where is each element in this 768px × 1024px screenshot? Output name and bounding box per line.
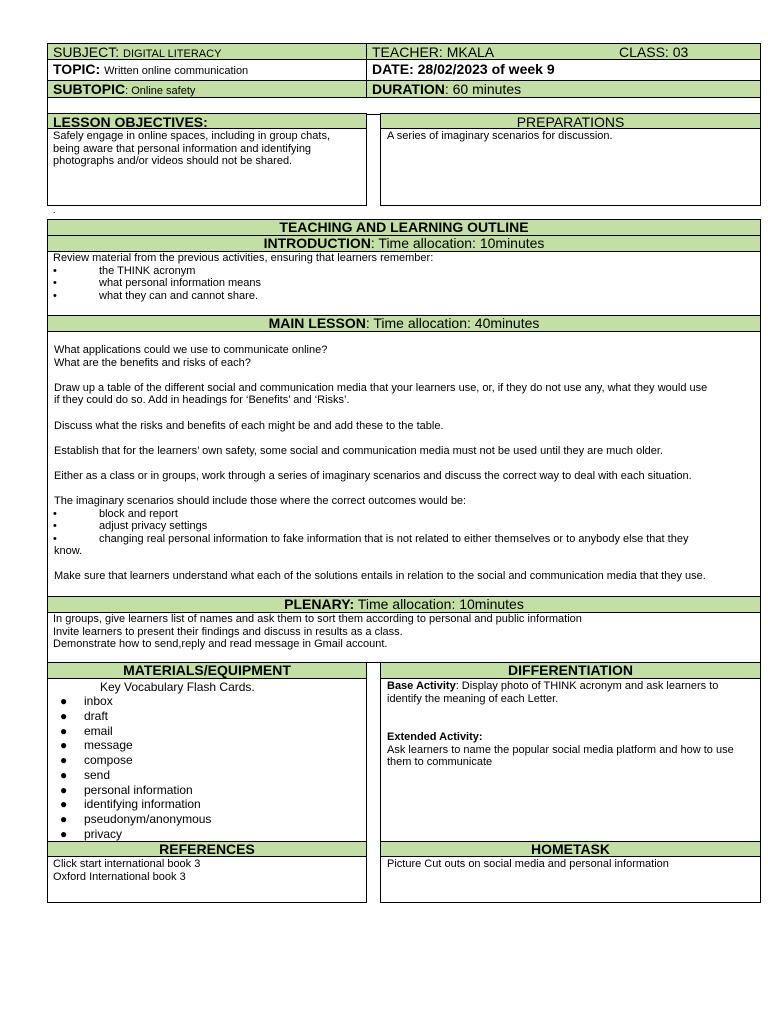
- main-bullet-text: block and report: [99, 508, 178, 520]
- topic-value: Written online communication: [104, 65, 249, 77]
- differentiation-base: [387, 680, 757, 705]
- class-label: CLASS:: [619, 44, 669, 60]
- references-text: [53, 858, 363, 883]
- extended-activity-text: Ask learners to name the popular social media platform and how to use: [387, 743, 734, 756]
- objectives-text: [53, 130, 363, 168]
- materials-item-text: identifying information: [84, 797, 201, 811]
- intro-bullet-text: what personal information means: [99, 277, 262, 289]
- duration-label: DURATION: [372, 81, 445, 97]
- subject-field: [53, 44, 221, 62]
- intro-label: INTRODUCTION: [263, 235, 371, 251]
- main-bullet-continuation: know.: [54, 545, 83, 557]
- materials-item-text: send: [84, 768, 111, 782]
- subtopic-label: SUBTOPIC: [53, 81, 126, 97]
- separator-dot: .: [53, 205, 56, 215]
- date-label: DATE:: [372, 61, 414, 77]
- main-bullet-text: adjust privacy settings: [99, 520, 208, 532]
- base-activity-text: : Display photo of THINK acronym and ask learners to: [455, 680, 719, 692]
- header-column-divider: [366, 43, 367, 98]
- extended-activity-text: them to communicate: [387, 756, 493, 768]
- preparations-title: PREPARATIONS: [516, 114, 625, 130]
- main-paragraph: Make sure that learners understand what each of the solutions entails in relation to the social and communication media that they use.: [54, 570, 706, 582]
- materials-list: [48, 694, 366, 842]
- topic-label: TOPIC:: [53, 61, 101, 77]
- subject-label: SUBJECT:: [53, 44, 120, 60]
- hometask-text: Picture Cut outs on social media and personal information: [387, 858, 669, 870]
- objectives-title: LESSON OBJECTIVES:: [53, 114, 208, 130]
- plenary-heading: [48, 597, 760, 612]
- plenary-alloc: Time allocation: 10minutes: [354, 596, 524, 612]
- materials-item: ● send: [60, 768, 111, 782]
- main-lesson-label: MAIN LESSON: [268, 315, 366, 331]
- duration-field: [372, 81, 521, 97]
- teacher-label: TEACHER:: [372, 44, 443, 60]
- outline-title: TEACHING AND LEARNING OUTLINE: [279, 219, 529, 235]
- materials-item-text: privacy: [84, 827, 123, 841]
- base-activity-text: identify the meaning of each Letter.: [387, 692, 559, 705]
- main-paragraph: if they could do so. Add in headings for ‘Benefits’ and ‘Risks’.: [54, 394, 350, 406]
- objectives-line: photographs and/or videos should not be shared.: [53, 155, 293, 167]
- materials-item-text: pseudonym/anonymous: [84, 812, 212, 826]
- materials-item: ● compose: [60, 753, 133, 767]
- extended-activity-label: Extended Activity:: [387, 731, 483, 743]
- materials-title: MATERIALS/EQUIPMENT: [123, 662, 291, 678]
- reference-line: Click start international book 3: [53, 858, 201, 870]
- intro-alloc: : Time allocation: 10minutes: [370, 235, 545, 251]
- main-lesson-content: What applications could we use to communicate online? What are the benefits and risks of each? Draw up a table of the different social and communication media that your learners use, or, if they do not use any, what they would use if they could do so. Add in headings for ‘Benefits’ and ‘Risks’. Discuss what the risks and benefits of each might be and add these to the table. Establish that for the learners’ own safety, some social and communication media must not be used until they are much older. Either as a class or in groups, work through a series of imaginary scenarios and discuss the correct way to deal with each situation. The imaginary scenarios should include those where the correct outcomes would be: • block and report • adjust privacy settings • changing real personal information to fake information that is not related to either themselves or to anybody else that they know. Make sure that learners understand what each of the solutions entails in relation to the social and communication media that they use.: [48, 332, 760, 594]
- class-value: 03: [672, 44, 689, 60]
- main-paragraph: Establish that for the learners’ own safety, some social and communication media must not be used until they are much older.: [54, 445, 663, 457]
- materials-item-text: inbox: [84, 694, 113, 708]
- materials-item: ● inbox: [60, 694, 113, 708]
- main-paragraph: Either as a class or in groups, work through a series of imaginary scenarios and discuss the correct way to deal with each situation.: [54, 470, 692, 482]
- teacher-field: [372, 44, 494, 60]
- date-field: [372, 61, 555, 77]
- subtopic-value: : Online safety: [125, 85, 196, 97]
- objectives-line: Safely engage in online spaces, including in group chats,: [53, 130, 331, 142]
- plenary-line: Demonstrate how to send,reply and read message in Gmail account.: [53, 638, 388, 650]
- references-title: REFERENCES: [159, 841, 255, 857]
- main-question: What are the benefits and risks of each?: [54, 357, 251, 369]
- objectives-line: being aware that personal information and identifying: [53, 142, 312, 155]
- topic-field: [53, 61, 248, 79]
- materials-subtitle: Key Vocabulary Flash Cards.: [100, 680, 255, 694]
- preparations-text: A series of imaginary scenarios for discussion.: [387, 130, 613, 142]
- differentiation-extended: [387, 731, 757, 769]
- plenary-label: PLENARY:: [284, 596, 355, 612]
- materials-item: ● privacy: [60, 827, 123, 841]
- main-lesson-heading: [48, 316, 760, 331]
- teacher-value: MKALA: [446, 44, 495, 60]
- intro-bullet-text: the THINK acronym: [99, 265, 196, 277]
- materials-item-text: message: [84, 738, 133, 752]
- plenary-line: Invite learners to present their findings and discuss in results as a class.: [53, 625, 403, 638]
- duration-value: : 60 minutes: [444, 81, 522, 97]
- main-paragraph: Draw up a table of the different social and communication media that your learners use, or, if they do not use any, what they would use: [54, 382, 708, 394]
- reference-line: Oxford International book 3: [53, 870, 186, 883]
- materials-item: ● message: [60, 738, 133, 752]
- hometask-title: HOMETASK: [530, 841, 611, 857]
- materials-item-text: draft: [84, 709, 109, 723]
- differentiation-title: DIFFERENTIATION: [508, 662, 633, 678]
- materials-item: ● email: [60, 724, 113, 738]
- class-field: [619, 44, 688, 60]
- date-value: 28/02/2023 of week 9: [417, 61, 555, 77]
- main-lesson-alloc: : Time allocation: 40minutes: [365, 315, 540, 331]
- main-bullet-text: changing real personal information to fake information that is not related to either themselves or to anybody else that they: [99, 533, 689, 545]
- intro-bullet-text: what they can and cannot share.: [99, 290, 258, 302]
- plenary-text: [53, 613, 753, 651]
- materials-item-text: email: [84, 724, 113, 738]
- intro-text: Review material from the previous activities, ensuring that learners remember:: [53, 252, 434, 264]
- subject-value: DIGITAL LITERACY: [123, 48, 222, 60]
- main-paragraph: Discuss what the risks and benefits of each might be and add these to the table.: [54, 420, 444, 432]
- base-activity-label: Base Activity: [387, 680, 456, 692]
- materials-item-text: compose: [84, 753, 133, 767]
- plenary-line: In groups, give learners list of names and ask them to sort them according to personal and public information: [53, 613, 582, 625]
- main-paragraph: The imaginary scenarios should include those where the correct outcomes would be:: [54, 495, 467, 507]
- materials-item: ● draft: [60, 709, 109, 723]
- subtopic-field: [53, 81, 195, 99]
- materials-item: ● personal information: [60, 783, 193, 797]
- materials-item-text: personal information: [84, 783, 193, 797]
- main-question: What applications could we use to communicate online?: [54, 344, 328, 356]
- materials-item: ● pseudonym/anonymous: [60, 812, 212, 826]
- materials-item: ● identifying information: [60, 797, 201, 811]
- intro-heading: [48, 236, 760, 251]
